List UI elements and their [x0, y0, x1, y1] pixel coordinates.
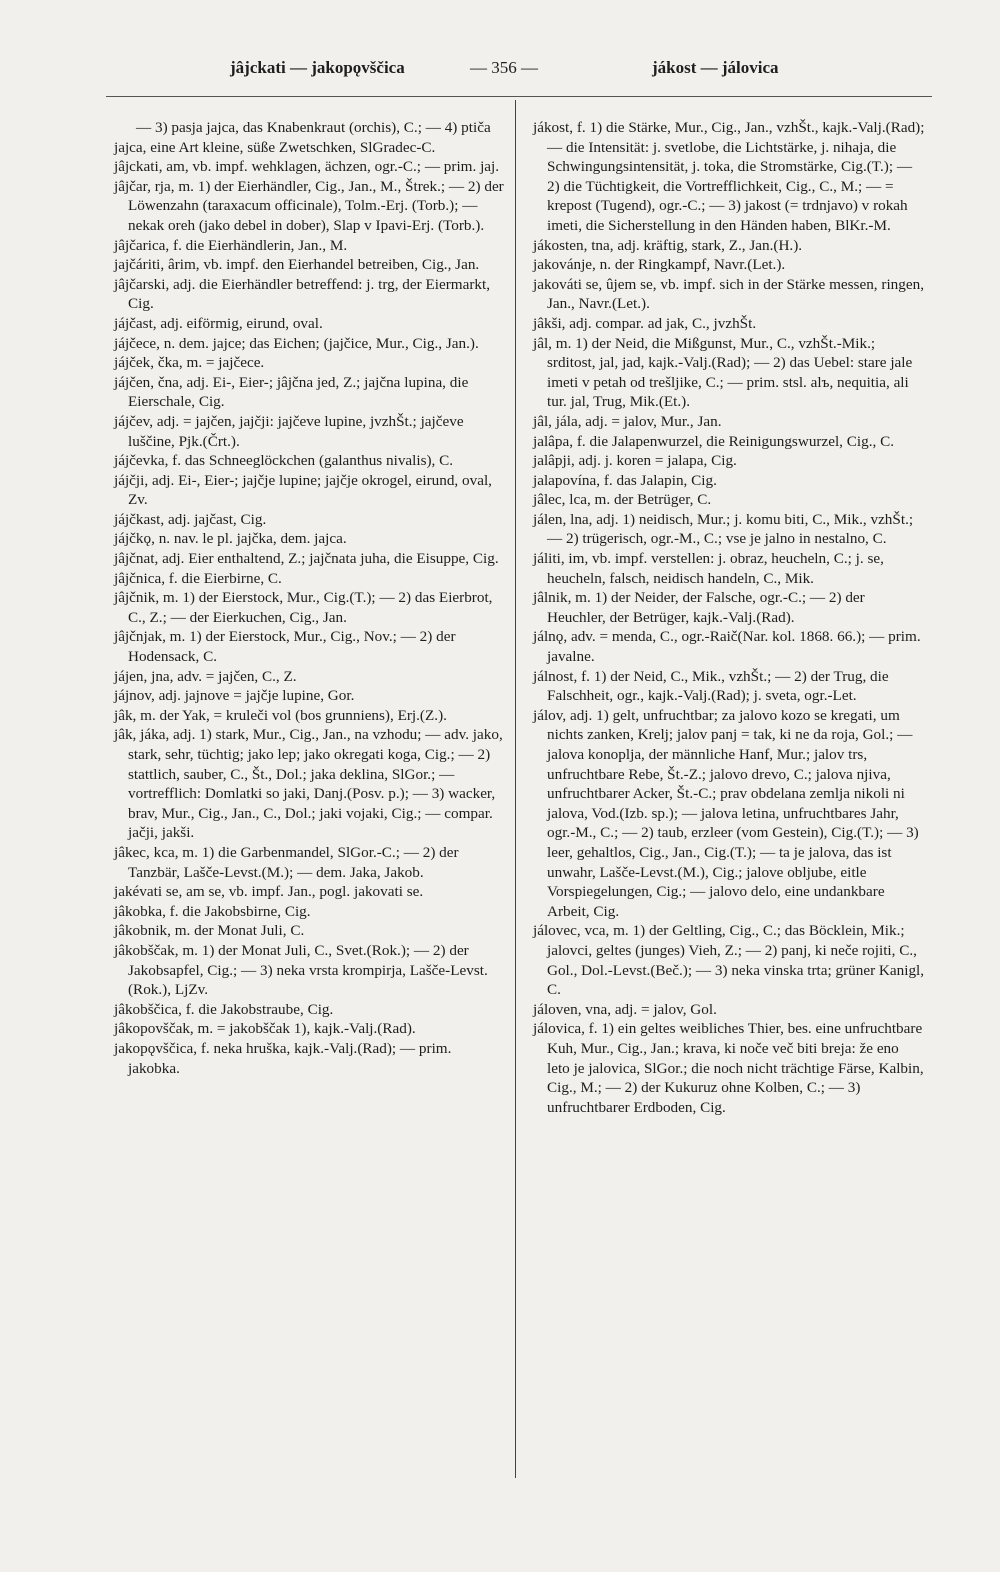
dictionary-entry: jálovica, f. 1) ein geltes weibliches Thier, bes. eine unfruchtbare Kuh, Mur., Cig., Jan.; krava, ki noče več biti breja: že eno leto je jalovica, SlGor.; die noch nicht trächtige Färse, Kalbin, Cig., M.; — 2) der Kukuruz ohne Kolben, C.; — 3) unfruchtbarer Erdboden, Cig. — [533, 1020, 924, 1116]
dictionary-entry: jâjčarica, f. die Eierhändlerin, Jan., M. — [114, 236, 348, 254]
dictionary-entry: jáliti, im, vb. impf. verstellen: j. obraz, heucheln, C.; j. se, heucheln, falsch, neidisch handeln, C., Mik. — [533, 550, 884, 587]
left-column — [114, 118, 506, 1078]
dictionary-entry: jákosten, tna, adj. kräftig, stark, Z., Jan.(H.). — [533, 236, 803, 254]
dictionary-entry: jájen, jna, adv. = jajčen, C., Z. — [114, 667, 297, 685]
header-right-guide-words: jákost — jálovica — [652, 58, 779, 77]
dictionary-entry: jâlnik, m. 1) der Neider, der Falsche, ogr.-C.; — 2) der Heuchler, der Betrüger, kajk.-Valj.(Rad). — [533, 589, 865, 626]
dictionary-entry: jálen, lna, adj. 1) neidisch, Mur.; j. komu biti, C., Mik., vzhŠt.; — 2) trügerisch, ogr.-M., C.; vse je jalno in nestalno, C. — [533, 510, 914, 548]
dictionary-entry: jálnost, f. 1) der Neid, C., Mik., vzhŠt.; — 2) der Trug, die Falschheit, ogr., kajk.-Valj.(Rad); j. sveta, ogr.-Let. — [533, 667, 889, 705]
dictionary-entry: jâl, m. 1) der Neid, die Mißgunst, Mur., C., vzhŠt.-Mik.; srditost, jal, jad, kajk.-Valj.(Rad); — 2) das Uebel: stare jale imeti v petah od trešljike, C.; — prim. stsl. alъ, nequitia, ali tur. jal, Trug, Mik.(Et.). — [533, 334, 913, 411]
dictionary-entry: jalâpa, f. die Jalapenwurzel, die Reinigungswurzel, Cig., C. — [533, 432, 895, 450]
dictionary-entry: jákost, f. 1) die Stärke, Mur., Cig., Jan., vzhŠt., kajk.-Valj.(Rad); — die Intensität: j. svetlobe, die Lichtstärke, j. nihaja, die Schwingungsintensität, j. toka, die Stromstärke, Cig.(T.); — 2) die Tüchtigkeit, die Vortrefflichkeit, Cig., C., M.; — = krepost (Tugend), ogr.-C.; — 3) jakost (= trdnjavo) v rokah imeti, die Sicherstellung in den Händen haben, BlKr.-M. — [533, 119, 925, 234]
dictionary-entry: jájčevka, f. das Schneeglöckchen (galanthus nivalis), C. — [114, 452, 454, 470]
dictionary-entry: jájčji, adj. Ei-, Eier-; jajčje lupine; jajčje okrogel, eirund, oval, Zv. — [114, 471, 492, 509]
dictionary-entry: jâjčar, rja, m. 1) der Eierhändler, Cig., Jan., M., Štrek.; — 2) der Löwenzahn (taraxacum officinale), Tolm.-Erj. (Torb.); — nekak oreh (jako debel in dober), Slap v Ipavi-Erj. (Torb.). — [114, 177, 504, 234]
dictionary-entry: jâkopovščak, m. = jakobščak 1), kajk.-Valj.(Rad). — [114, 1020, 416, 1038]
dictionary-entry: jâjčnat, adj. Eier enthaltend, Z.; jajčnata juha, die Eisuppe, Cig. — [114, 550, 499, 568]
dictionary-entry: jájčkast, adj. jajčast, Cig. — [114, 510, 267, 528]
dictionary-entry: jajčáriti, ârim, vb. impf. den Eierhandel betreiben, Cig., Jan. — [114, 256, 480, 274]
right-column — [533, 118, 925, 1117]
dictionary-entry: jâlec, lca, m. der Betrüger, C. — [533, 491, 712, 509]
dictionary-entry: — 3) pasja jajca, das Knabenkraut (orchis), C.; — 4) ptiča jajca, eine Art kleine, süße Zwetschken, SlGradec-C. — [114, 119, 491, 156]
dictionary-entry: jájčast, adj. eiförmig, eirund, oval. — [114, 314, 323, 332]
dictionary-entry: jakovánje, n. der Ringkampf, Navr.(Let.). — [533, 256, 786, 274]
dictionary-entry: jálovec, vca, m. 1) der Geltling, Cig., C.; das Böcklein, Mik.; jalovci, geltes (junges) Vieh, Z.; — 2) panj, ki neče rojiti, C., Gol., Dol.-Levst.(Beč.); — 3) neka vinska trta; grüner Kanigl, C. — [533, 922, 925, 999]
dictionary-entry: jâjčnjak, m. 1) der Eierstock, Mur., Cig., Nov.; — 2) der Hodensack, C. — [114, 628, 456, 666]
dictionary-entry: jâk, jáka, adj. 1) stark, Mur., Cig., Jan., na vzhodu; — adv. jako, stark, sehr, tüchtig; jako lep; jako okregati koga, Cig.; — 2) stattlich, sauber, C., Št., Dol.; jaka deklina, SlGor.; — vortrefflich: Domlatki so jaki, Danj.(Posv. p.); — 3) wacker, brav, Mur., Cig., Jan., C., Dol.; jaki vojaki, Cig.; — compar. jačji, jakši. — [114, 726, 503, 842]
dictionary-entry: jâjčnik, m. 1) der Eierstock, Mur., Cig.(T.); — 2) das Eierbrot, C., Z.; — der Eierkuchen, Cig., Jan. — [114, 589, 493, 626]
header-rule — [106, 96, 932, 97]
dictionary-entry: jájčev, adj. = jajčen, jajčji: jajčeve lupine, jvzhŠt.; jajčeve luščine, Pjk.(Črt.). — [114, 412, 464, 450]
dictionary-entry: jâl, jála, adj. = jalov, Mur., Jan. — [533, 412, 722, 430]
header-left-guide-words: jâjckati — jakopǫvščica — [230, 58, 405, 77]
dictionary-entry: jâkec, kca, m. 1) die Garbenmandel, SlGor.-C.; — 2) der Tanzbär, Lašče-Levst.(M.); — dem. Jaka, Jakob. — [114, 843, 459, 881]
dictionary-entry: jáloven, vna, adj. = jalov, Gol. — [533, 1000, 717, 1018]
dictionary-entry: jájnov, adj. jajnove = jajčje lupine, Gor. — [114, 687, 355, 705]
dictionary-entry: jâkobščica, f. die Jakobstraube, Cig. — [114, 1000, 334, 1018]
dictionary-entry: jâjčnica, f. die Eierbirne, C. — [114, 569, 282, 587]
dictionary-entry: jâkši, adj. compar. ad jak, C., jvzhŠt. — [533, 314, 757, 332]
page-number: — 356 — — [470, 58, 538, 77]
dictionary-entry: jalapovína, f. das Jalapin, Cig. — [533, 471, 717, 489]
dictionary-entry: jâk, m. der Yak, = kruleči vol (bos grunniens), Erj.(Z.). — [114, 706, 447, 724]
dictionary-entry: jâkobnik, m. der Monat Juli, C. — [114, 922, 305, 940]
dictionary-entry: jájčen, čna, adj. Ei-, Eier-; jâjčna jed, Z.; jajčna lupina, die Eierschale, Cig. — [114, 373, 469, 411]
dictionary-entry: jâkobščak, m. 1) der Monat Juli, C., Svet.(Rok.); — 2) der Jakobsapfel, Cig.; — 3) neka vrsta krompirja, Lašče-Levst.(Rok.), LjZv. — [114, 941, 488, 999]
dictionary-entry: jakováti se, ûjem se, vb. impf. sich in der Stärke messen, ringen, Jan., Navr.(Let.). — [533, 275, 924, 313]
dictionary-entry: jálnǫ, adv. = menda, C., ogr.-Raič(Nar. kol. 1868. 66.); — prim. javalne. — [533, 628, 921, 666]
dictionary-entry: jâjckati, am, vb. impf. wehklagen, ächzen, ogr.-C.; — prim. jaj. — [114, 158, 500, 176]
running-header — [108, 58, 928, 84]
dictionary-entry: jakopǫvščica, f. neka hruška, kajk.-Valj.(Rad); — prim. jakobka. — [114, 1039, 452, 1077]
dictionary-entry: jâjčarski, adj. die Eierhändler betreffend: j. trg, der Eiermarkt, Cig. — [114, 275, 491, 313]
dictionary-entry: jálov, adj. 1) gelt, unfruchtbar; za jalovo kozo se kregati, um nichts zanken, Krelj; jalov panj = tak, ki ne da roja, Gol.; — jalova konoplja, der männliche Hanf, Mur.; jalov trs, unfruchtbare Rebe, Št.-Z.; jalovo drevo, C.; jalova njiva, unfruchtbarer Acker, Št.-C.; prav obdelana zemlja nikoli ni jalova, Vod.(Izb. sp.); — jalova letina, unfruchtbares Jahr, ogr.-M., C.; — 2) taub, erzleer (vom Gestein), Cig.(T.); — 3) leer, gehaltlos, Cig., Jan., Cig.(T.); — ta je jalova, das ist unwahr, Lašče-Levst.(M.), Cig.; jalove obljube, eitle Vorspiegelungen, Cig.; — jalovo delo, eine undankbare Arbeit, Cig. — [533, 706, 919, 920]
dictionary-entry: jájčkǫ, n. nav. le pl. jajčka, dem. jajca. — [114, 530, 347, 548]
dictionary-entry: jâkobka, f. die Jakobsbirne, Cig. — [114, 902, 311, 920]
dictionary-entry: jakévati se, am se, vb. impf. Jan., pogl. jakovati se. — [114, 883, 424, 901]
dictionary-entry: jalâpji, adj. j. koren = jalapa, Cig. — [533, 452, 737, 470]
dictionary-entry: jájček, čka, m. = jajčece. — [114, 354, 265, 372]
dictionary-entry: jájčece, n. dem. jajce; das Eichen; (jajčice, Mur., Cig., Jan.). — [114, 334, 479, 352]
column-divider — [515, 100, 516, 1478]
